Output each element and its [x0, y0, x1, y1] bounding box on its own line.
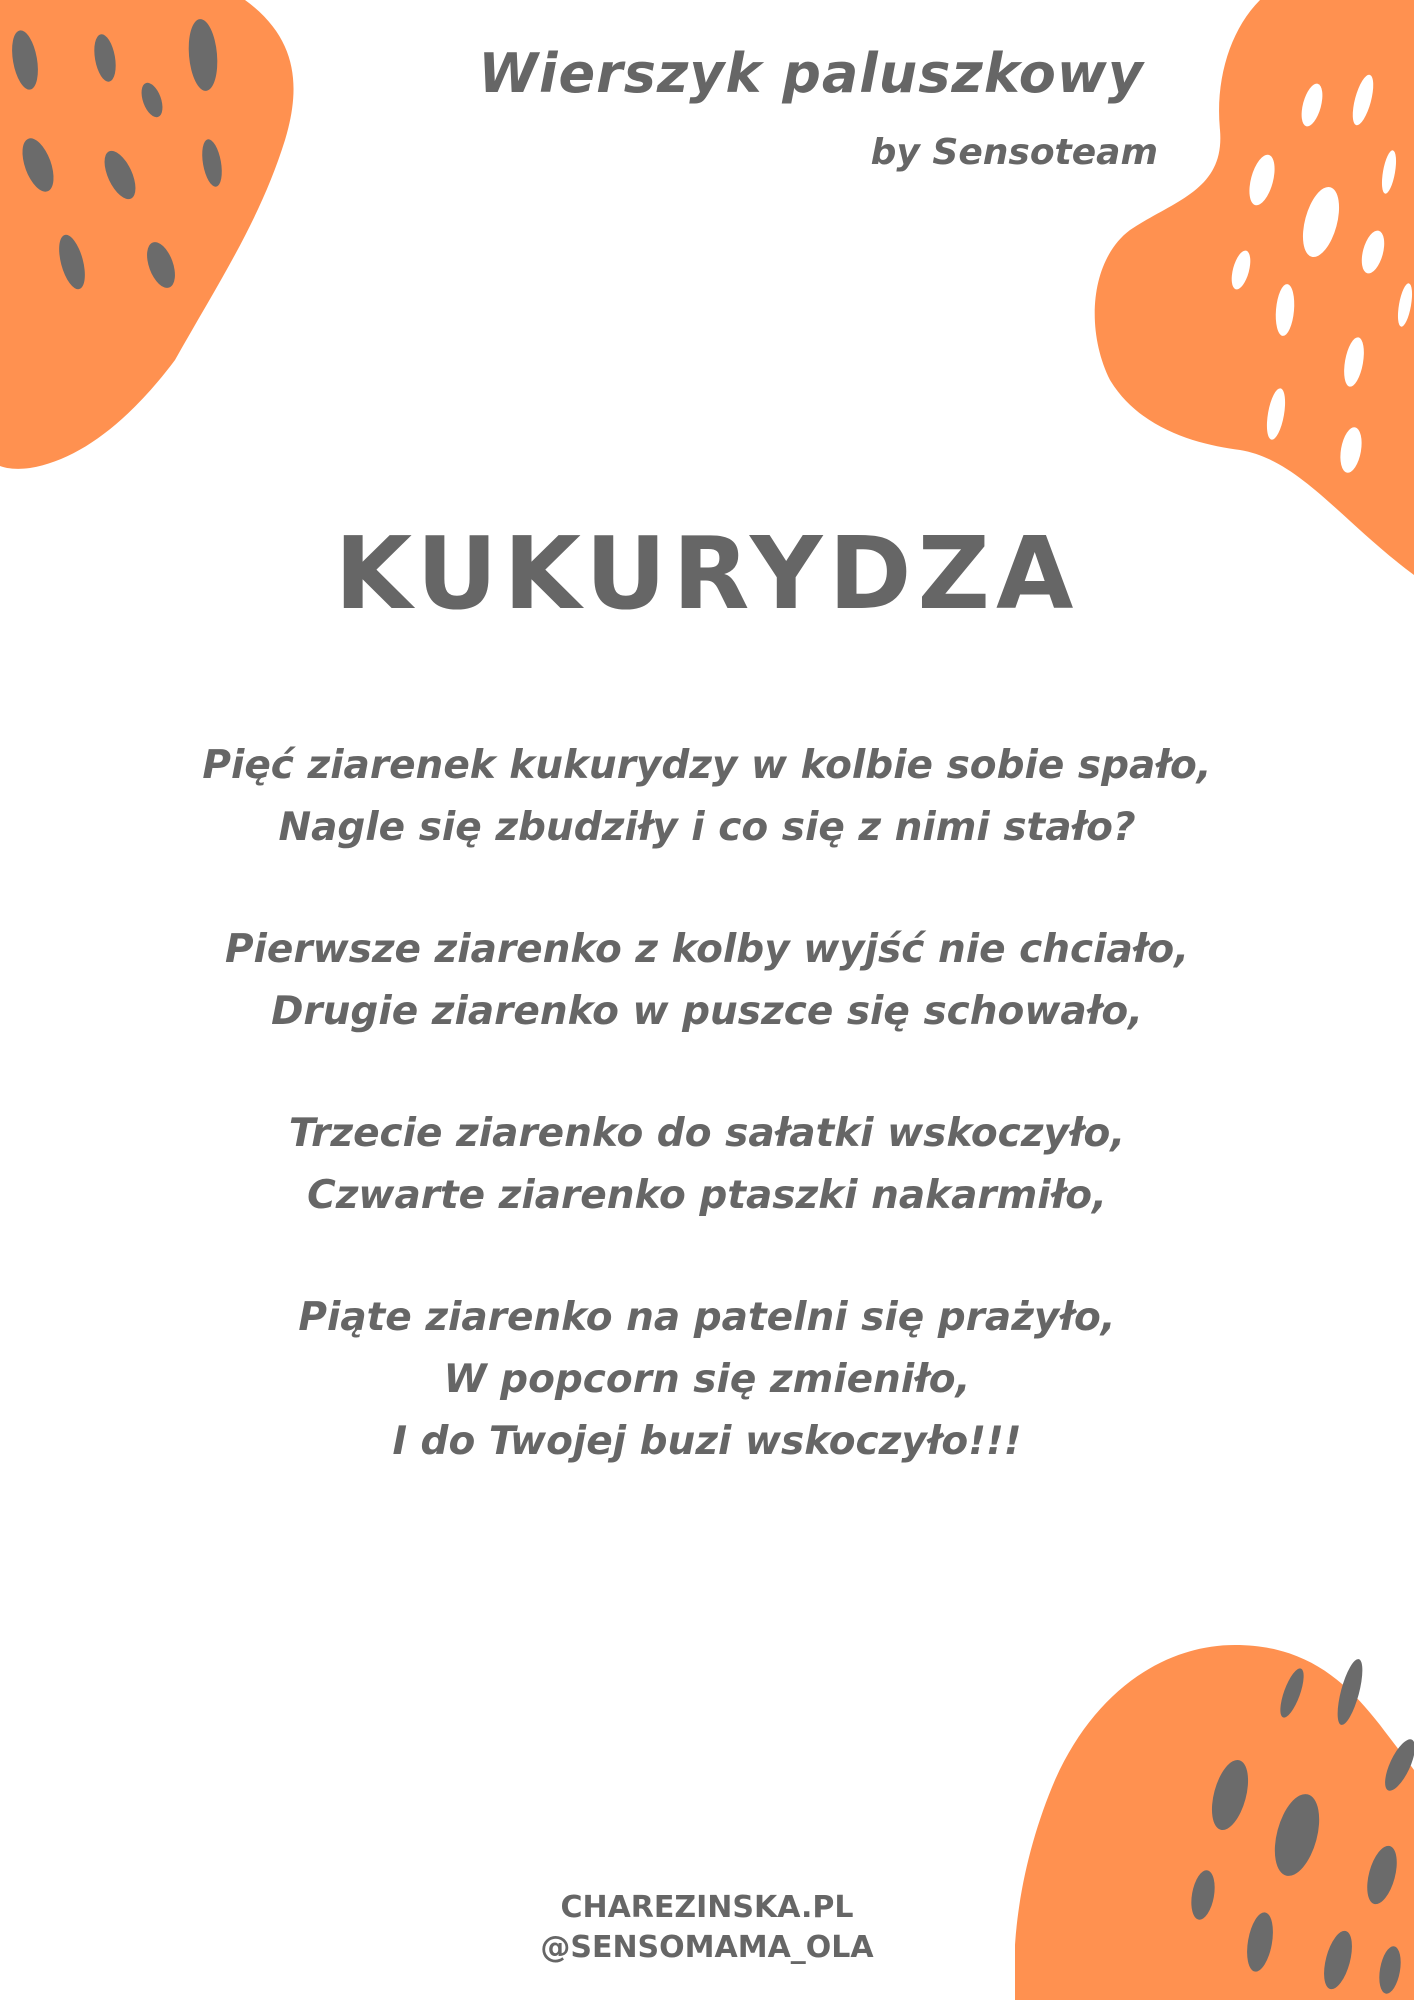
poem-line: W popcorn się zmieniło,: [443, 1357, 971, 1402]
poem-title: KUKURYDZA: [334, 515, 1080, 632]
poem-line: Pięć ziarenek kukurydzy w kolbie sobie spało,: [202, 743, 1212, 788]
poem-line: Piąte ziarenko na patelni się prażyło,: [298, 1295, 1116, 1340]
footer-website: CHAREZINSKA.PL: [560, 1890, 854, 1925]
stanza-1: [0, 735, 1414, 859]
footer-handle: @SENSOMAMA_OLA: [540, 1930, 874, 1965]
poem-line: Pierwsze ziarenko z kolby wyjść nie chciało,: [224, 927, 1190, 972]
header-title: Wierszyk paluszkowy: [478, 42, 1144, 105]
decorative-blob-top-left: [0, 0, 300, 470]
header-subtitle: by Sensoteam: [870, 132, 1158, 173]
stanza-4: [0, 1287, 1414, 1473]
poem-line: Nagle się zbudziły i co się z nimi stało?: [278, 805, 1136, 850]
stanza-2: [0, 919, 1414, 1043]
poem-line: I do Twojej buzi wskoczyło!!!: [392, 1419, 1022, 1464]
poem-line: Czwarte ziarenko ptaszki nakarmiło,: [307, 1173, 1107, 1218]
stanza-3: [0, 1103, 1414, 1227]
poem-line: Drugie ziarenko w puszce się schowało,: [271, 989, 1143, 1034]
footer: [0, 1888, 1414, 1968]
poem-line: Trzecie ziarenko do sałatki wskoczyło,: [288, 1111, 1126, 1156]
poem-body: [0, 735, 1414, 1533]
